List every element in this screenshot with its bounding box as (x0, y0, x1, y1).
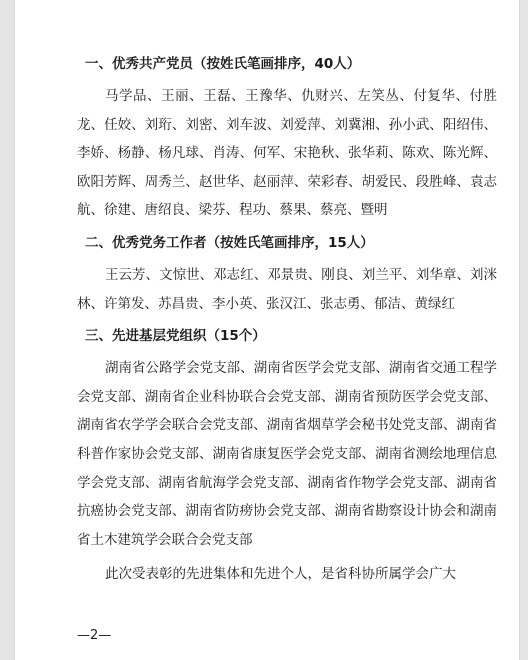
document-page (14, 0, 520, 660)
outstanding-members-list: 马学品、王丽、王磊、王豫华、仇财兴、左笑丛、付复华、付胜龙、任姣、刘珩、刘密、刘车波、刘爱萍、刘冀湘、孙小武、阳绍伟、李娇、杨静、杨凡球、肖涛、何军、宋艳秋、张华莉、陈欢、陈光辉、欧阳芳辉、周秀兰、赵世华、赵丽萍、荣彩春、胡爱民、段胜峰、袁志航、徐建、唐绍良、梁芬、程功、蔡果、蔡亮、暨明 (77, 88, 497, 219)
section-heading-advanced-organizations: 三、先进基层党组织（15个） (85, 328, 266, 345)
advanced-organizations-list: 湖南省公路学会党支部、湖南省医学会党支部、湖南省交通工程学会党支部、湖南省企业科协联合会党支部、湖南省预防医学会党支部、湖南省农学学会联合会党支部、湖南省烟草学会秘书处党支部、湖南省科普作家协会党支部、湖南省康复医学会党支部、湖南省测绘地理信息学会党支部、湖南省航海学会党支部、湖南省作物学会党支部、湖南省抗癌协会党支部、湖南省防痨协会党支部、湖南省勘察设计协会和湖南省土木建筑学会联合会党支部 (77, 360, 497, 548)
document-body (77, 52, 497, 589)
section-heading-party-workers: 二、优秀党务工作者（按姓氏笔画排序，15人） (85, 234, 374, 251)
page-number: —2— (77, 628, 112, 643)
party-workers-list: 王云芳、文惊世、邓志红、邓景贵、刚良、刘兰平、刘华章、刘洣林、许第发、苏昌贵、李小英、张汉江、张志勇、郁洁、黄绿红 (77, 266, 497, 312)
closing-paragraph: 此次受表彰的先进集体和先进个人，是省科协所属学会广大 (105, 566, 456, 583)
section-heading-outstanding-members: 一、优秀共产党员（按姓氏笔画排序，40人） (85, 56, 361, 72)
